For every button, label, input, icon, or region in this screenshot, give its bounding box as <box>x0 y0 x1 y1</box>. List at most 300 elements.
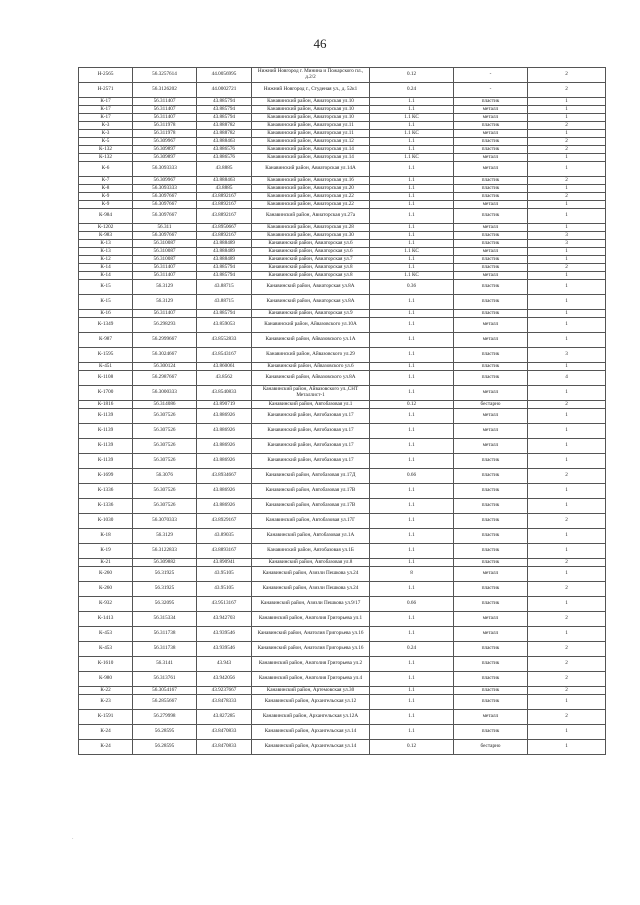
longitude-cell: 43.939546 <box>197 627 252 642</box>
material-cell: металл <box>454 162 528 177</box>
row-id-cell: К-1139 <box>79 424 133 439</box>
table-row <box>79 642 606 657</box>
count-cell: 2 <box>528 687 606 695</box>
material-cell: пластик <box>454 138 528 146</box>
longitude-cell: 43.8893167 <box>197 544 252 559</box>
row-id-cell: К-260 <box>79 582 133 597</box>
latitude-cell: 56.31925 <box>133 567 197 582</box>
row-id-cell: К-260 <box>79 567 133 582</box>
row-id-cell: К-1139 <box>79 439 133 454</box>
count-cell: 2 <box>528 612 606 627</box>
address-cell: Канавинский район, Архангельская ул.12 <box>252 695 370 710</box>
address-cell: Канавинский район, Авиаторская ул.22 <box>252 201 370 209</box>
row-id-cell: К-980 <box>79 672 133 687</box>
material-cell: пластик <box>454 499 528 514</box>
address-cell: Канавинский район, Авиаторская ул.8А <box>252 280 370 295</box>
count-cell: 2 <box>528 177 606 185</box>
material-cell: металл <box>454 106 528 114</box>
row-id-cell: К-1108 <box>79 371 133 386</box>
row-id-cell: К-932 <box>79 597 133 612</box>
longitude-cell: 43.885794 <box>197 98 252 106</box>
volume-cell: 1.1 <box>370 582 454 597</box>
row-id-cell: К-1610 <box>79 657 133 672</box>
count-cell: 1 <box>528 154 606 162</box>
volume-cell: 1.1 <box>370 162 454 177</box>
longitude-cell: 43.885794 <box>197 272 252 280</box>
volume-cell: 0.12 <box>370 740 454 755</box>
material-cell: пластик <box>454 363 528 371</box>
longitude-cell: 43.8543167 <box>197 348 252 363</box>
address-cell: Канавинский район, Авиаторская ул.8 <box>252 264 370 272</box>
table-row <box>79 439 606 454</box>
longitude-cell: 43.886926 <box>197 439 252 454</box>
row-id-cell: К-9 <box>79 201 133 209</box>
latitude-cell: 56.307526 <box>133 439 197 454</box>
longitude-cell: 43.888782 <box>197 122 252 130</box>
count-cell: 1 <box>528 310 606 318</box>
volume-cell: 1.1 <box>370 177 454 185</box>
latitude-cell: 56.3129 <box>133 295 197 310</box>
row-id-cell: К-6 <box>79 162 133 177</box>
table-row <box>79 469 606 484</box>
count-cell: 2 <box>528 514 606 529</box>
count-cell: 2 <box>528 122 606 130</box>
address-cell: Канавинский район, Айвазовского ул.29 <box>252 348 370 363</box>
count-cell: 1 <box>528 409 606 424</box>
longitude-cell: 43.8885 <box>197 185 252 193</box>
table-row <box>79 499 606 514</box>
table-row <box>79 83 606 98</box>
volume-cell: 1.1 <box>370 256 454 264</box>
address-cell: Канавинский район, Авиаторская ул.8 <box>252 272 370 280</box>
volume-cell: 1.1 <box>370 439 454 454</box>
address-cell: Канавинский район, Анатолия Григорьева ул.16 <box>252 627 370 642</box>
latitude-cell: 56.309897 <box>133 146 197 154</box>
row-id-cell: К-15 <box>79 295 133 310</box>
volume-cell: 1.1 <box>370 710 454 725</box>
address-cell: Канавинский район, Автобазовая ул.17 <box>252 439 370 454</box>
address-cell: Канавинский район, Айвазовского ул.6 <box>252 363 370 371</box>
material-cell: бестарно <box>454 740 528 755</box>
volume-cell: 1.1 <box>370 146 454 154</box>
material-cell: металл <box>454 409 528 424</box>
count-cell: 1 <box>528 695 606 710</box>
count-cell: 1 <box>528 484 606 499</box>
material-cell: пластик <box>454 280 528 295</box>
count-cell: 1 <box>528 114 606 122</box>
volume-cell: 8 <box>370 567 454 582</box>
latitude-cell: 56.309967 <box>133 177 197 185</box>
table-row <box>79 232 606 240</box>
latitude-cell: 56.307526 <box>133 499 197 514</box>
longitude-cell: 43.888782 <box>197 130 252 138</box>
count-cell: 3 <box>528 348 606 363</box>
material-cell: пластик <box>454 544 528 559</box>
longitude-cell: 43.8892167 <box>197 209 252 224</box>
address-cell: Канавинский район, Автобазовая ул.17Д <box>252 469 370 484</box>
material-cell: металл <box>454 710 528 725</box>
row-id-cell: К-18 <box>79 529 133 544</box>
latitude-cell: 56.32095 <box>133 597 197 612</box>
longitude-cell: 43.888489 <box>197 248 252 256</box>
address-cell: Канавинский район, Автобазовая ул.17 <box>252 424 370 439</box>
table-body <box>79 68 606 755</box>
container-sites-table <box>78 67 606 755</box>
volume-cell: 1.1 КС <box>370 130 454 138</box>
longitude-cell: 43.888489 <box>197 256 252 264</box>
longitude-cell: 43.95105 <box>197 567 252 582</box>
address-cell: Канавинский район, Авиаторская ул.7 <box>252 256 370 264</box>
table-row <box>79 657 606 672</box>
row-id-cell: К-23 <box>79 695 133 710</box>
material-cell: металл <box>454 114 528 122</box>
volume-cell: 1.1 <box>370 695 454 710</box>
longitude-cell: 43.8470833 <box>197 740 252 755</box>
table-row <box>79 154 606 162</box>
table-row <box>79 529 606 544</box>
latitude-cell: 56.3122833 <box>133 544 197 559</box>
row-id-cell: К-1336 <box>79 484 133 499</box>
address-cell: Канавинский район, Авиаторская ул.20 <box>252 185 370 193</box>
table-row <box>79 318 606 333</box>
row-id-cell: К-13 <box>79 240 133 248</box>
latitude-cell: 56.310087 <box>133 256 197 264</box>
material-cell: пластик <box>454 146 528 154</box>
address-cell: Канавинский район, Айвазовского ул.,СНТ Металлист-1 <box>252 386 370 401</box>
material-cell: пластик <box>454 484 528 499</box>
row-id-cell: К-17 <box>79 98 133 106</box>
longitude-cell: 43.8885 <box>197 162 252 177</box>
row-id-cell: К-24 <box>79 725 133 740</box>
latitude-cell: 56.311407 <box>133 264 197 272</box>
material-cell: пластик <box>454 209 528 224</box>
latitude-cell: 56.3126202 <box>133 83 197 98</box>
latitude-cell: 56.311407 <box>133 98 197 106</box>
row-id-cell: К-3 <box>79 130 133 138</box>
material-cell: бестарно <box>454 401 528 409</box>
material-cell: металл <box>454 272 528 280</box>
count-cell: 1 <box>528 544 606 559</box>
count-cell: 1 <box>528 185 606 193</box>
address-cell: Канавинский район, Автобазовая ул.1Б <box>252 544 370 559</box>
latitude-cell: 56.298293 <box>133 318 197 333</box>
row-id-cell: К-5 <box>79 138 133 146</box>
longitude-cell: 43.8552833 <box>197 333 252 348</box>
table-row <box>79 582 606 597</box>
count-cell: 2 <box>528 710 606 725</box>
volume-cell: 0.12 <box>370 401 454 409</box>
row-id-cell: К-1591 <box>79 710 133 725</box>
volume-cell: 1.1 КС <box>370 154 454 162</box>
count-cell: 2 <box>528 582 606 597</box>
volume-cell: 1.1 <box>370 363 454 371</box>
longitude-cell: 43.8929167 <box>197 514 252 529</box>
table-row <box>79 98 606 106</box>
material-cell: пластик <box>454 559 528 567</box>
address-cell: Канавинский район, Автобазовая ул.1А <box>252 529 370 544</box>
count-cell: 1 <box>528 209 606 224</box>
table-row <box>79 224 606 232</box>
row-id-cell: К-1816 <box>79 401 133 409</box>
longitude-cell: 43.9237667 <box>197 687 252 695</box>
material-cell: металл <box>454 612 528 627</box>
longitude-cell: 43.886926 <box>197 484 252 499</box>
longitude-cell: 43.8892167 <box>197 193 252 201</box>
address-cell: Канавинский район, Автобазовая ул.17Г <box>252 514 370 529</box>
longitude-cell: 43.8478333 <box>197 695 252 710</box>
material-cell: пластик <box>454 514 528 529</box>
material-cell: - <box>454 68 528 83</box>
latitude-cell: 56.311407 <box>133 114 197 122</box>
row-id-cell: К-132 <box>79 154 133 162</box>
material-cell: пластик <box>454 672 528 687</box>
latitude-cell: 56.31925 <box>133 582 197 597</box>
latitude-cell: 56.307526 <box>133 454 197 469</box>
material-cell: металл <box>454 439 528 454</box>
volume-cell: 1.1 <box>370 240 454 248</box>
address-cell: Канавинский район, Архангельская ул.14 <box>252 740 370 755</box>
material-cell: металл <box>454 424 528 439</box>
count-cell: 2 <box>528 469 606 484</box>
count-cell: 1 <box>528 333 606 348</box>
row-id-cell: К-1336 <box>79 499 133 514</box>
address-cell: Канавинский район, Айвазовского ул.10А <box>252 318 370 333</box>
count-cell: 1 <box>528 295 606 310</box>
address-cell: Канавинский район, Анатолия Григорьева ул.4 <box>252 672 370 687</box>
latitude-cell: 56.28595 <box>133 725 197 740</box>
margin-mark: . <box>72 835 74 841</box>
volume-cell: 1.1 <box>370 295 454 310</box>
volume-cell: 1.1 <box>370 499 454 514</box>
material-cell: металл <box>454 627 528 642</box>
table-row <box>79 130 606 138</box>
count-cell: 1 <box>528 363 606 371</box>
count-cell: 1 <box>528 248 606 256</box>
volume-cell: 1.1 <box>370 386 454 401</box>
address-cell: Канавинский район, Авиаторская ул.6 <box>252 240 370 248</box>
latitude-cell: 56.311407 <box>133 106 197 114</box>
volume-cell: 1.1 <box>370 424 454 439</box>
longitude-cell: 43.886926 <box>197 499 252 514</box>
latitude-cell: 56.309882 <box>133 559 197 567</box>
material-cell: пластик <box>454 695 528 710</box>
table-row <box>79 409 606 424</box>
table-row <box>79 272 606 280</box>
table-row <box>79 193 606 201</box>
longitude-cell: 43.885794 <box>197 106 252 114</box>
material-cell: пластик <box>454 657 528 672</box>
address-cell: Канавинский район, Авиаторская ул.22 <box>252 193 370 201</box>
address-cell: Канавинский район, Анатолия Григорьева ул.2 <box>252 657 370 672</box>
table-row <box>79 725 606 740</box>
longitude-cell: 43.88715 <box>197 295 252 310</box>
material-cell: - <box>454 83 528 98</box>
address-cell: Канавинский район, Авиаторская ул.10 <box>252 106 370 114</box>
latitude-cell: 56.3257614 <box>133 68 197 83</box>
table-row <box>79 114 606 122</box>
material-cell: металл <box>454 201 528 209</box>
volume-cell: 1.1 <box>370 232 454 240</box>
row-id-cell: К-132 <box>79 146 133 154</box>
table-row <box>79 348 606 363</box>
latitude-cell: 56.313761 <box>133 672 197 687</box>
address-cell: Канавинский район, Авиаторская ул.11 <box>252 122 370 130</box>
address-cell: Канавинский район, Архангельская ул.12А <box>252 710 370 725</box>
count-cell: 1 <box>528 106 606 114</box>
latitude-cell: 56.311738 <box>133 627 197 642</box>
table-row <box>79 162 606 177</box>
row-id-cell: К-451 <box>79 363 133 371</box>
address-cell: Канавинский район, Айвазовского ул.8А <box>252 371 370 386</box>
count-cell: 4 <box>528 371 606 386</box>
row-id-cell: К-1202 <box>79 224 133 232</box>
longitude-cell: 43.8540833 <box>197 386 252 401</box>
row-id-cell: К-15 <box>79 280 133 295</box>
table-row <box>79 185 606 193</box>
longitude-cell: 43.88715 <box>197 280 252 295</box>
table-row <box>79 544 606 559</box>
count-cell: 1 <box>528 280 606 295</box>
table-row <box>79 177 606 185</box>
material-cell: металл <box>454 154 528 162</box>
table-row <box>79 567 606 582</box>
material-cell: пластик <box>454 348 528 363</box>
row-id-cell: Н-2571 <box>79 83 133 98</box>
latitude-cell: 56.307526 <box>133 484 197 499</box>
material-cell: пластик <box>454 642 528 657</box>
page-number: 46 <box>313 36 327 51</box>
latitude-cell: 56.3070333 <box>133 514 197 529</box>
longitude-cell: 43.943 <box>197 657 252 672</box>
row-id-cell: К-1700 <box>79 386 133 401</box>
volume-cell: 1.1 <box>370 201 454 209</box>
row-id-cell: К-987 <box>79 333 133 348</box>
volume-cell: 0.24 <box>370 642 454 657</box>
material-cell: пластик <box>454 193 528 201</box>
row-id-cell: К-1139 <box>79 454 133 469</box>
address-cell: Канавинский район, Архангельская ул.14 <box>252 725 370 740</box>
volume-cell: 0.36 <box>370 280 454 295</box>
latitude-cell: 56.3141 <box>133 657 197 672</box>
table-row <box>79 454 606 469</box>
material-cell: пластик <box>454 98 528 106</box>
row-id-cell: К-983 <box>79 232 133 240</box>
volume-cell: 1.1 <box>370 725 454 740</box>
address-cell: Канавинский район, Анатолия Григорьева ул.16 <box>252 642 370 657</box>
latitude-cell: 56.300124 <box>133 363 197 371</box>
table-row <box>79 256 606 264</box>
count-cell: 1 <box>528 162 606 177</box>
longitude-cell: 43.942703 <box>197 612 252 627</box>
volume-cell: 1.1 <box>370 529 454 544</box>
latitude-cell: 56.310087 <box>133 248 197 256</box>
longitude-cell: 43.8950667 <box>197 224 252 232</box>
row-id-cell: К-16 <box>79 310 133 318</box>
material-cell: металл <box>454 333 528 348</box>
longitude-cell: 43.886926 <box>197 454 252 469</box>
address-cell: Канавинский район, Авиаторская ул.11 <box>252 130 370 138</box>
latitude-cell: 56.28595 <box>133 740 197 755</box>
row-id-cell: К-14 <box>79 272 133 280</box>
table-row <box>79 146 606 154</box>
volume-cell: 1.1 <box>370 193 454 201</box>
volume-cell: 1.1 <box>370 224 454 232</box>
row-id-cell: К-1699 <box>79 469 133 484</box>
material-cell: металл <box>454 567 528 582</box>
material-cell: пластик <box>454 295 528 310</box>
table-row <box>79 597 606 612</box>
row-id-cell: К-1413 <box>79 612 133 627</box>
address-cell: Канавинский район, Айвазовского ул.1А <box>252 333 370 348</box>
address-cell: Канавинский район, Артемовская ул.30 <box>252 687 370 695</box>
address-cell: Канавинский район, Авиаторская ул.27а <box>252 209 370 224</box>
table-row <box>79 424 606 439</box>
address-cell: Канавинский район, Автобазовая ул.17В <box>252 499 370 514</box>
count-cell: 1 <box>528 627 606 642</box>
volume-cell: 1.1 <box>370 98 454 106</box>
longitude-cell: 43.890719 <box>197 401 252 409</box>
latitude-cell: 56.311 <box>133 224 197 232</box>
count-cell: 2 <box>528 68 606 83</box>
table-row <box>79 310 606 318</box>
volume-cell: 1.1 <box>370 484 454 499</box>
longitude-cell: 44.0002721 <box>197 83 252 98</box>
count-cell: 1 <box>528 740 606 755</box>
latitude-cell: 56.3097667 <box>133 232 197 240</box>
table-row <box>79 627 606 642</box>
latitude-cell: 56.311738 <box>133 642 197 657</box>
volume-cell: 1.1 <box>370 333 454 348</box>
count-cell: 1 <box>528 98 606 106</box>
longitude-cell: 43.885794 <box>197 114 252 122</box>
longitude-cell: 43.890941 <box>197 559 252 567</box>
longitude-cell: 43.859053 <box>197 318 252 333</box>
count-cell: 2 <box>528 657 606 672</box>
count-cell: 1 <box>528 454 606 469</box>
latitude-cell: 56.310087 <box>133 240 197 248</box>
latitude-cell: 56.3000333 <box>133 386 197 401</box>
table-row <box>79 559 606 567</box>
latitude-cell: 56.3054167 <box>133 687 197 695</box>
volume-cell: 1.1 <box>370 409 454 424</box>
row-id-cell: К-14 <box>79 264 133 272</box>
volume-cell: 0.12 <box>370 68 454 83</box>
table-row <box>79 386 606 401</box>
longitude-cell: 43.886926 <box>197 409 252 424</box>
table-row <box>79 333 606 348</box>
count-cell: 3 <box>528 232 606 240</box>
count-cell: 1 <box>528 567 606 582</box>
volume-cell: 1.1 <box>370 657 454 672</box>
address-cell: Канавинский район, Авиаторская ул.14 <box>252 146 370 154</box>
longitude-cell: 43.942056 <box>197 672 252 687</box>
volume-cell: 1.1 <box>370 514 454 529</box>
count-cell: 1 <box>528 499 606 514</box>
row-id-cell: К-19 <box>79 544 133 559</box>
volume-cell: 1.1 <box>370 559 454 567</box>
table-row <box>79 612 606 627</box>
table-row <box>79 695 606 710</box>
table-row <box>79 514 606 529</box>
table-row <box>79 371 606 386</box>
count-cell: 2 <box>528 401 606 409</box>
longitude-cell: 43.888463 <box>197 138 252 146</box>
volume-cell: 1.1 <box>370 544 454 559</box>
address-cell: Канавинский район, Авиаторская ул.10 <box>252 114 370 122</box>
address-cell: Канавинский район, Автобазовая ул.8 <box>252 559 370 567</box>
table-row <box>79 484 606 499</box>
longitude-cell: 43.885794 <box>197 310 252 318</box>
